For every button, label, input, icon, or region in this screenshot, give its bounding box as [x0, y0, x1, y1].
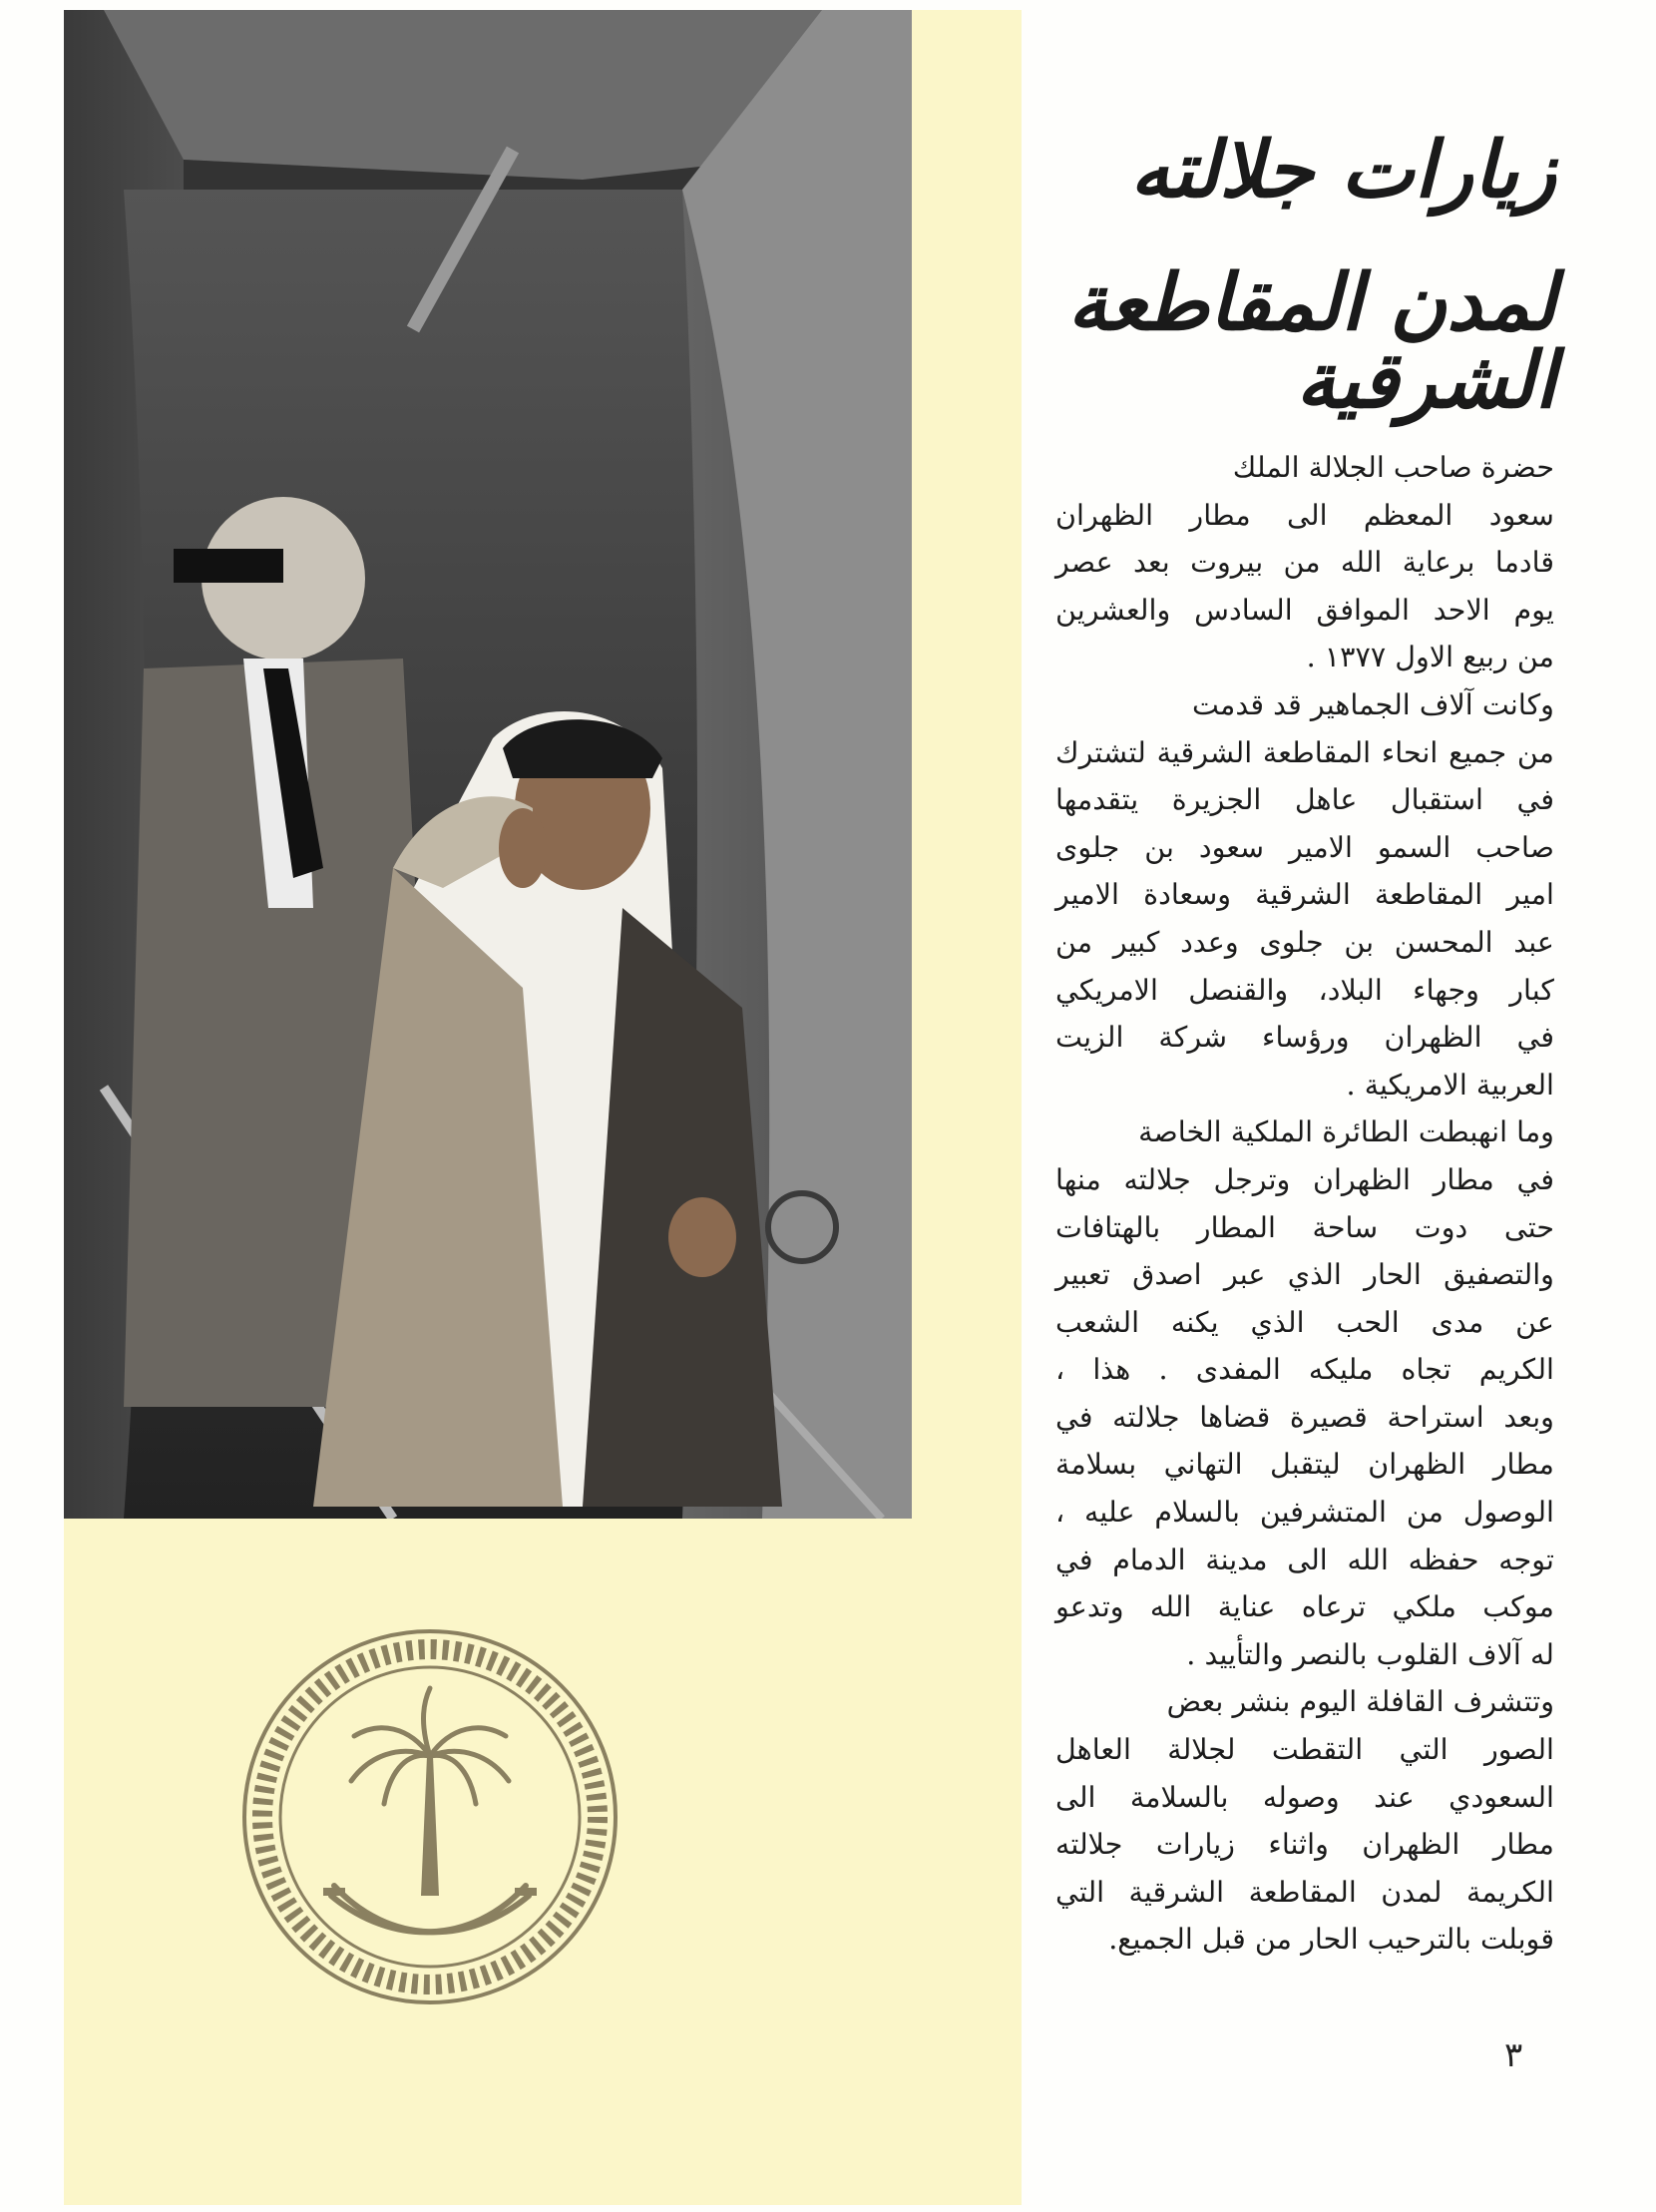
article-line: حتى دوت ساحة المطار بالهتافات — [1055, 1209, 1554, 1244]
article-line: من جميع انحاء المقاطعة الشرقية لتشترك — [1055, 734, 1554, 769]
article-line: وكانت آلاف الجماهير قد قدمت — [1191, 686, 1554, 721]
article-line: السعودي عند وصوله بالسلامة الى — [1055, 1779, 1554, 1814]
article-line: مطار الظهران ليتقبل التهاني بسلامة — [1055, 1447, 1554, 1482]
article-line: الوصول من المتشرفين بالسلام عليه ، — [1055, 1495, 1554, 1530]
article-line: حضرة صاحب الجلالة الملك — [1232, 450, 1554, 484]
article-line: صاحب السمو الامير سعود بن جلوى — [1055, 829, 1554, 864]
article-line: والتصفيق الحار الذي عبر اصدق تعبير — [1055, 1257, 1554, 1292]
palm-swords-emblem-icon — [239, 1626, 621, 2007]
article-line: مطار الظهران واثناء زيارات جلالته — [1055, 1827, 1554, 1862]
article-line: سعود المعظم الى مطار الظهران — [1055, 497, 1554, 532]
page-number: ٣ — [1504, 2035, 1523, 2075]
article-line: امير المقاطعة الشرقية وسعادة الامير — [1055, 877, 1554, 912]
article-line: الكريمة لمدن المقاطعة الشرقية التي — [1055, 1874, 1554, 1909]
article-line: عبد المحسن بن جلوى وعدد كبير من — [1055, 924, 1554, 959]
article-line: الصور التي التقطت لجلالة العاهل — [1055, 1732, 1554, 1767]
article-line: في استقبال عاهل الجزيرة يتقدمها — [1055, 782, 1554, 817]
headline-line-2: لمدن المقاطعة الشرقية — [1067, 257, 1556, 426]
article-body — [1055, 444, 1554, 1964]
article-line: العربية الامريكية . — [1346, 1067, 1554, 1102]
headline-line-1: زيارات جلالته — [1130, 125, 1556, 216]
article-line: قوبلت بالترحيب الحار من قبل الجميع. — [1108, 1922, 1554, 1957]
king-arrival-photo — [64, 10, 912, 1519]
article-line: قادما برعاية الله من بيروت بعد عصر — [1055, 545, 1554, 580]
article-line: وبعد استراحة قصيرة قضاها جلالته في — [1055, 1399, 1554, 1434]
article-line: توجه حفظه الله الى مدينة الدمام في — [1055, 1542, 1554, 1576]
article-line: كبار وجهاء البلاد، والقنصل الامريكي — [1055, 972, 1554, 1007]
article-line: وما انهبطت الطائرة الملكية الخاصة — [1138, 1114, 1554, 1149]
article-line: الكريم تجاه مليكه المفدى . هذا ، — [1055, 1352, 1554, 1387]
article-line: موكب ملكي ترعاه عناية الله وتدعو — [1055, 1589, 1554, 1624]
article-line: في مطار الظهران وترجل جلالته منها — [1055, 1161, 1554, 1196]
article-line: وتتشرف القافلة اليوم بنشر بعض — [1166, 1684, 1554, 1719]
article-line: عن مدى الحب الذي يكنه الشعب — [1055, 1304, 1554, 1339]
article-line: من ربيع الاول ١٣٧٧ . — [1306, 640, 1554, 674]
article-line: له آلاف القلوب بالنصر والتأييد . — [1186, 1636, 1554, 1671]
article-line: يوم الاحد الموافق السادس والعشرين — [1055, 592, 1554, 627]
article-line: في الظهران ورؤساء شركة الزيت — [1055, 1020, 1554, 1055]
